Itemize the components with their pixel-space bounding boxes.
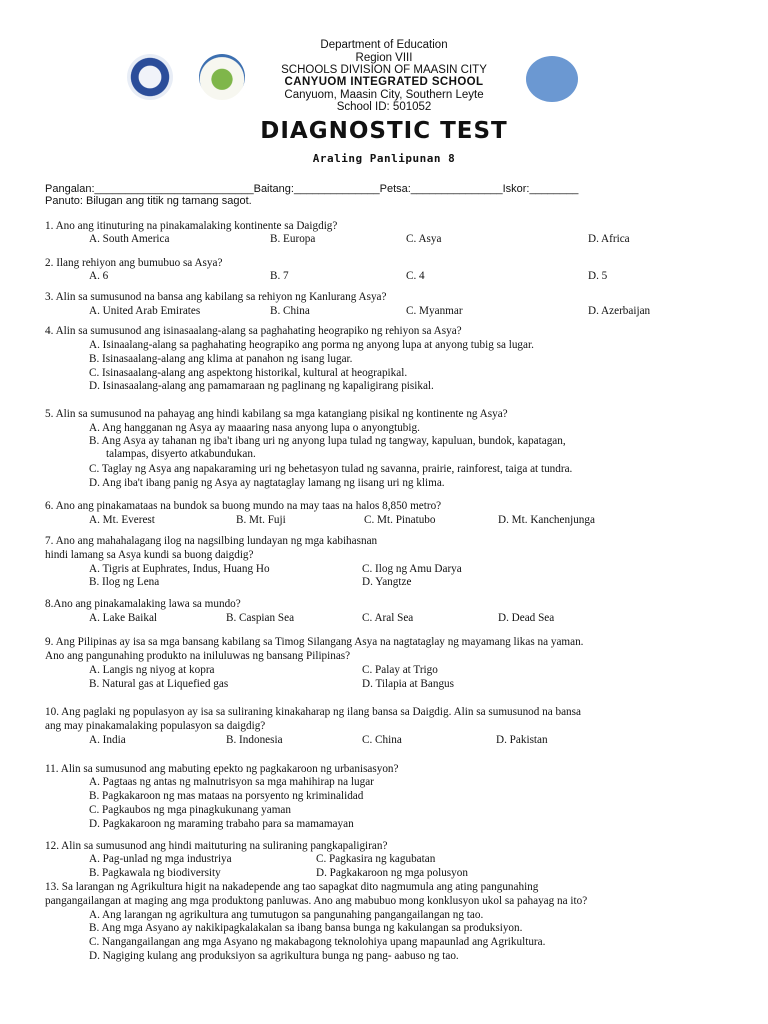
q12-choice-c: C. Pagkasira ng kagubatan [316, 853, 436, 865]
question-11: 11. Alin sa sumusunod ang mabuting epekto ng pagkakaroon ng urbanisasyon? [45, 763, 399, 775]
q1-choice-c: C. Asya [406, 233, 442, 245]
question-7-cont: hindi lamang sa Asya kundi sa buong daigdig? [45, 549, 254, 561]
q13-choice-a: A. Ang larangan ng agrikultura ang tumutugon sa pangunahing pangangailangan ng tao. [89, 909, 484, 921]
q2-choice-d: D. 5 [588, 270, 608, 282]
q11-choice-b: B. Pagkakaroon ng mas mataas na porsyento ng kriminalidad [89, 790, 364, 802]
question-13-cont: pangangailangan at maging ang mga produktong panluwas. Ano ang mabubuo mong konklusyon ukol sa pahayag na ito? [45, 895, 588, 907]
q8-choice-c: C. Aral Sea [362, 612, 414, 624]
question-5: 5. Alin sa sumusunod na pahayag ang hindi kabilang sa mga katangiang pisikal ng kontinente ng Asya? [45, 408, 508, 420]
q11-choice-a: A. Pagtaas ng antas ng malnutrisyon sa mga mahihirap na lugar [89, 776, 374, 788]
q3-choice-a: A. United Arab Emirates [89, 305, 201, 317]
q13-choice-d: D. Nagiging kulang ang produksiyon sa agrikultura bunga ng pang- aabuso ng tao. [89, 950, 459, 962]
header-school-name: CANYUOM INTEGRATED SCHOOL [284, 76, 484, 88]
q13-choice-b: B. Ang mga Asyano ay nakikipagkalakalan sa ibang bansa bunga ng kakulangan sa produksiyon. [89, 922, 523, 934]
header-department: Department of Education [320, 39, 448, 51]
q5-choice-b-cont: talampas, disyerto atkabundukan. [106, 448, 256, 460]
q4-choice-a: A. Isinaalang-alang sa paghahating heograpiko ang porma ng anyong lupa at anyong tubig sa lugar. [89, 339, 534, 351]
q10-choice-a: A. India [89, 734, 126, 746]
q8-choice-a: A. Lake Baikal [89, 612, 158, 624]
q6-choice-d: D. Mt. Kanchenjunga [498, 514, 595, 526]
q13-choice-c: C. Nangangailangan ang mga Asyano ng makabagong teknolohiya upang mapaunlad ang Agrikultura. [89, 936, 546, 948]
header-region: Region VIII [355, 52, 413, 64]
q10-choice-b: B. Indonesia [226, 734, 283, 746]
q12-choice-a: A. Pag-unlad ng mga industriya [89, 853, 232, 865]
q9-choice-a: A. Langis ng niyog at kopra [89, 664, 215, 676]
q2-choice-a: A. 6 [89, 270, 109, 282]
question-10-cont: ang may pinakamalaking populasyon sa daigdig? [45, 720, 266, 732]
question-2: 2. Ilang rehiyon ang bumubuo sa Asya? [45, 257, 223, 269]
q5-choice-c: C. Taglay ng Asya ang napakaraming uri ng behetasyon tulad ng savanna, prairie, rainforest, taiga at tundra. [89, 463, 573, 475]
q6-choice-b: B. Mt. Fuji [236, 514, 286, 526]
q7-choice-a: A. Tigris at Euphrates, Indus, Huang Ho [89, 563, 270, 575]
q9-choice-c: C. Palay at Trigo [362, 664, 438, 676]
question-4: 4. Alin sa sumusunod ang isinasaalang-alang sa paghahating heograpiko ng rehiyon sa Asya? [45, 325, 462, 337]
question-9: 9. Ang Pilipinas ay isa sa mga bansang kabilang sa Timog Silangang Asya na nagtataglay ng mayamang likas na yaman. [45, 636, 584, 648]
instruction: Panuto: Bilugan ang titik ng tamang sagot. [45, 195, 252, 207]
q6-choice-a: A. Mt. Everest [89, 514, 155, 526]
q1-choice-d: D. Africa [588, 233, 630, 245]
question-9-cont: Ano ang pangunahing produkto na iniluluwas ng bansang Pilipinas? [45, 650, 351, 662]
q9-choice-b: B. Natural gas at Liquefied gas [89, 678, 229, 690]
q11-choice-c: C. Pagkaubos ng mga pinagkukunang yaman [89, 804, 291, 816]
q6-choice-c: C. Mt. Pinatubo [364, 514, 436, 526]
question-1: 1. Ano ang itinuturing na pinakamalaking kontinente sa Daigdig? [45, 220, 338, 232]
q7-choice-d: D. Yangtze [362, 576, 412, 588]
q3-choice-c: C. Myanmar [406, 305, 463, 317]
header-address: Canyuom, Maasin City, Southern Leyte [284, 89, 484, 101]
page-title: DIAGNOSTIC TEST [260, 118, 508, 144]
header-division: SCHOOLS DIVISION OF MAASIN CITY [281, 64, 487, 76]
question-12: 12. Alin sa sumusunod ang hindi maituturing na suliraning pangkapaligiran? [45, 840, 388, 852]
q3-choice-b: B. China [270, 305, 310, 317]
q7-choice-b: B. Ilog ng Lena [89, 576, 160, 588]
q11-choice-d: D. Pagkakaroon ng maraming trabaho para sa mamamayan [89, 818, 354, 830]
q12-choice-d: D. Pagkakaroon ng mga polusyon [316, 867, 468, 879]
q7-choice-c: C. Ilog ng Amu Darya [362, 563, 462, 575]
question-3: 3. Alin sa sumusunod na bansa ang kabilang sa rehiyon ng Kanlurang Asya? [45, 291, 387, 303]
q8-choice-b: B. Caspian Sea [226, 612, 295, 624]
student-info-line: Pangalan:__________________________Baitang:______________Petsa:_______________Iskor:________ [45, 183, 579, 195]
question-7: 7. Ano ang mahahalagang ilog na nagsilbing lundayan ng mga kabihasnan [45, 535, 378, 547]
q4-choice-b: B. Isinasaalang-alang ang klima at panahon ng isang lugar. [89, 353, 353, 365]
question-6: 6. Ano ang pinakamataas na bundok sa buong mundo na may taas na halos 8,850 metro? [45, 500, 442, 512]
q4-choice-c: C. Isinasaalang-alang ang aspektong historikal, kultural at heograpikal. [89, 367, 408, 379]
q1-choice-b: B. Europa [270, 233, 316, 245]
q3-choice-d: D. Azerbaijan [588, 305, 651, 317]
q5-choice-b: B. Ang Asya ay tahanan ng iba't ibang uri ng anyong lupa tulad ng tangway, kapuluan, bundok, kapatagan, [89, 435, 566, 447]
question-10: 10. Ang paglaki ng populasyon ay isa sa suliraning kinakaharap ng ilang bansa sa Daigdig. Alin sa sumusunod na bansa [45, 706, 581, 718]
q5-choice-d: D. Ang iba't ibang panig ng Asya ay nagtataglay lamang ng iisang uri ng klima. [89, 477, 445, 489]
q2-choice-b: B. 7 [270, 270, 289, 282]
question-13: 13. Sa larangan ng Agrikultura higit na nakadepende ang tao sapagkat dito nagmumula ang ating pangunahing [45, 881, 539, 893]
q9-choice-d: D. Tilapia at Bangus [362, 678, 454, 690]
q8-choice-d: D. Dead Sea [498, 612, 555, 624]
q4-choice-d: D. Isinasaalang-alang ang pamamaraan ng paglinang ng kapaligirang pisikal. [89, 380, 434, 392]
header-school-id: School ID: 501052 [336, 101, 432, 113]
page-subtitle: Araling Panlipunan 8 [312, 152, 456, 165]
q10-choice-c: C. China [362, 734, 402, 746]
q5-choice-a: A. Ang hangganan ng Asya ay maaaring nasa anyong lupa o anyongtubig. [89, 422, 420, 434]
question-8: 8.Ano ang pinakamalaking lawa sa mundo? [45, 598, 241, 610]
q10-choice-d: D. Pakistan [496, 734, 548, 746]
q1-choice-a: A. South America [89, 233, 170, 245]
q12-choice-b: B. Pagkawala ng biodiversity [89, 867, 221, 879]
q2-choice-c: C. 4 [406, 270, 425, 282]
